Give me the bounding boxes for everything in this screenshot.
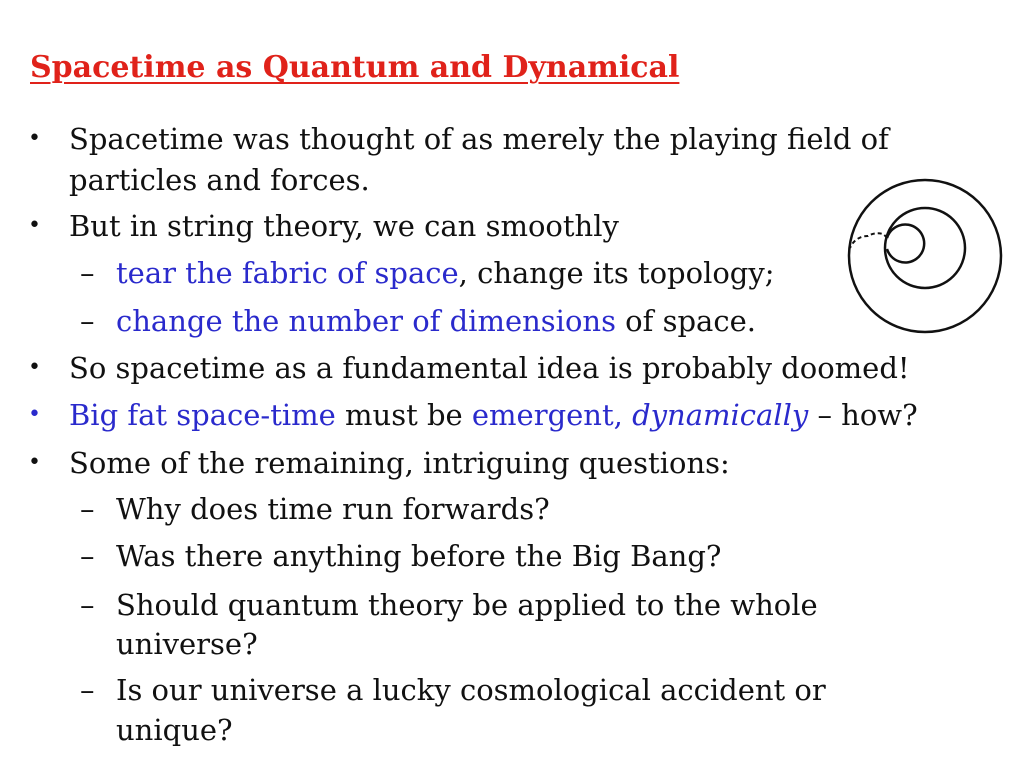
question-3-line-1: Should quantum theory be applied to the whole: [116, 588, 818, 622]
question-1: Why does time run forwards?: [116, 492, 550, 526]
bullet-marker: •: [28, 355, 41, 380]
highlight-text: Big fat space-time: [69, 398, 336, 432]
topology-diagram: [840, 178, 1008, 338]
bullet-1-line-2: particles and forces.: [69, 163, 370, 197]
slide-title: Spacetime as Quantum and Dynamical: [30, 50, 680, 85]
bullet-marker: •: [28, 126, 41, 151]
plain-text: – how?: [808, 398, 918, 432]
bullet-2-text: But in string theory, we can smoothly: [69, 209, 619, 243]
bullet-marker-blue: •: [28, 402, 41, 427]
highlight-text: emergent,: [471, 398, 633, 432]
dash-marker: –: [80, 539, 95, 573]
sub-item-tear-fabric: [116, 255, 775, 291]
question-3-line-2: universe?: [116, 627, 258, 661]
dash-marker: –: [80, 588, 95, 622]
dash-marker: –: [80, 256, 95, 290]
dashed-arc: [850, 233, 887, 248]
bullet-1-line-1: Spacetime was thought of as merely the playing field of: [69, 122, 889, 156]
highlight-text: tear the fabric of space: [116, 256, 459, 290]
outer-circle: [849, 180, 1001, 332]
bullet-5-text: Some of the remaining, intriguing questions:: [69, 446, 730, 480]
highlight-italic-text: dynamically: [632, 398, 809, 432]
bullet-marker: •: [28, 213, 41, 238]
dash-marker: –: [80, 492, 95, 526]
bullet-4-text: [69, 397, 918, 433]
sub-item-rest: of space.: [615, 304, 756, 338]
dash-marker: –: [80, 304, 95, 338]
sub-item-change-dimensions: [116, 303, 756, 339]
bullet-3-text: So spacetime as a fundamental idea is probably doomed!: [69, 351, 910, 385]
sub-item-rest: , change its topology;: [458, 256, 775, 290]
dash-marker: –: [80, 673, 95, 707]
question-4-line-2: unique?: [116, 713, 233, 747]
question-4-line-1: Is our universe a lucky cosmological accident or: [116, 673, 826, 707]
bullet-marker: •: [28, 450, 41, 475]
highlight-text: change the number of dimensions: [116, 304, 616, 338]
small-circle: [887, 225, 924, 263]
question-2: Was there anything before the Big Bang?: [116, 539, 722, 573]
plain-text: must be: [335, 398, 472, 432]
